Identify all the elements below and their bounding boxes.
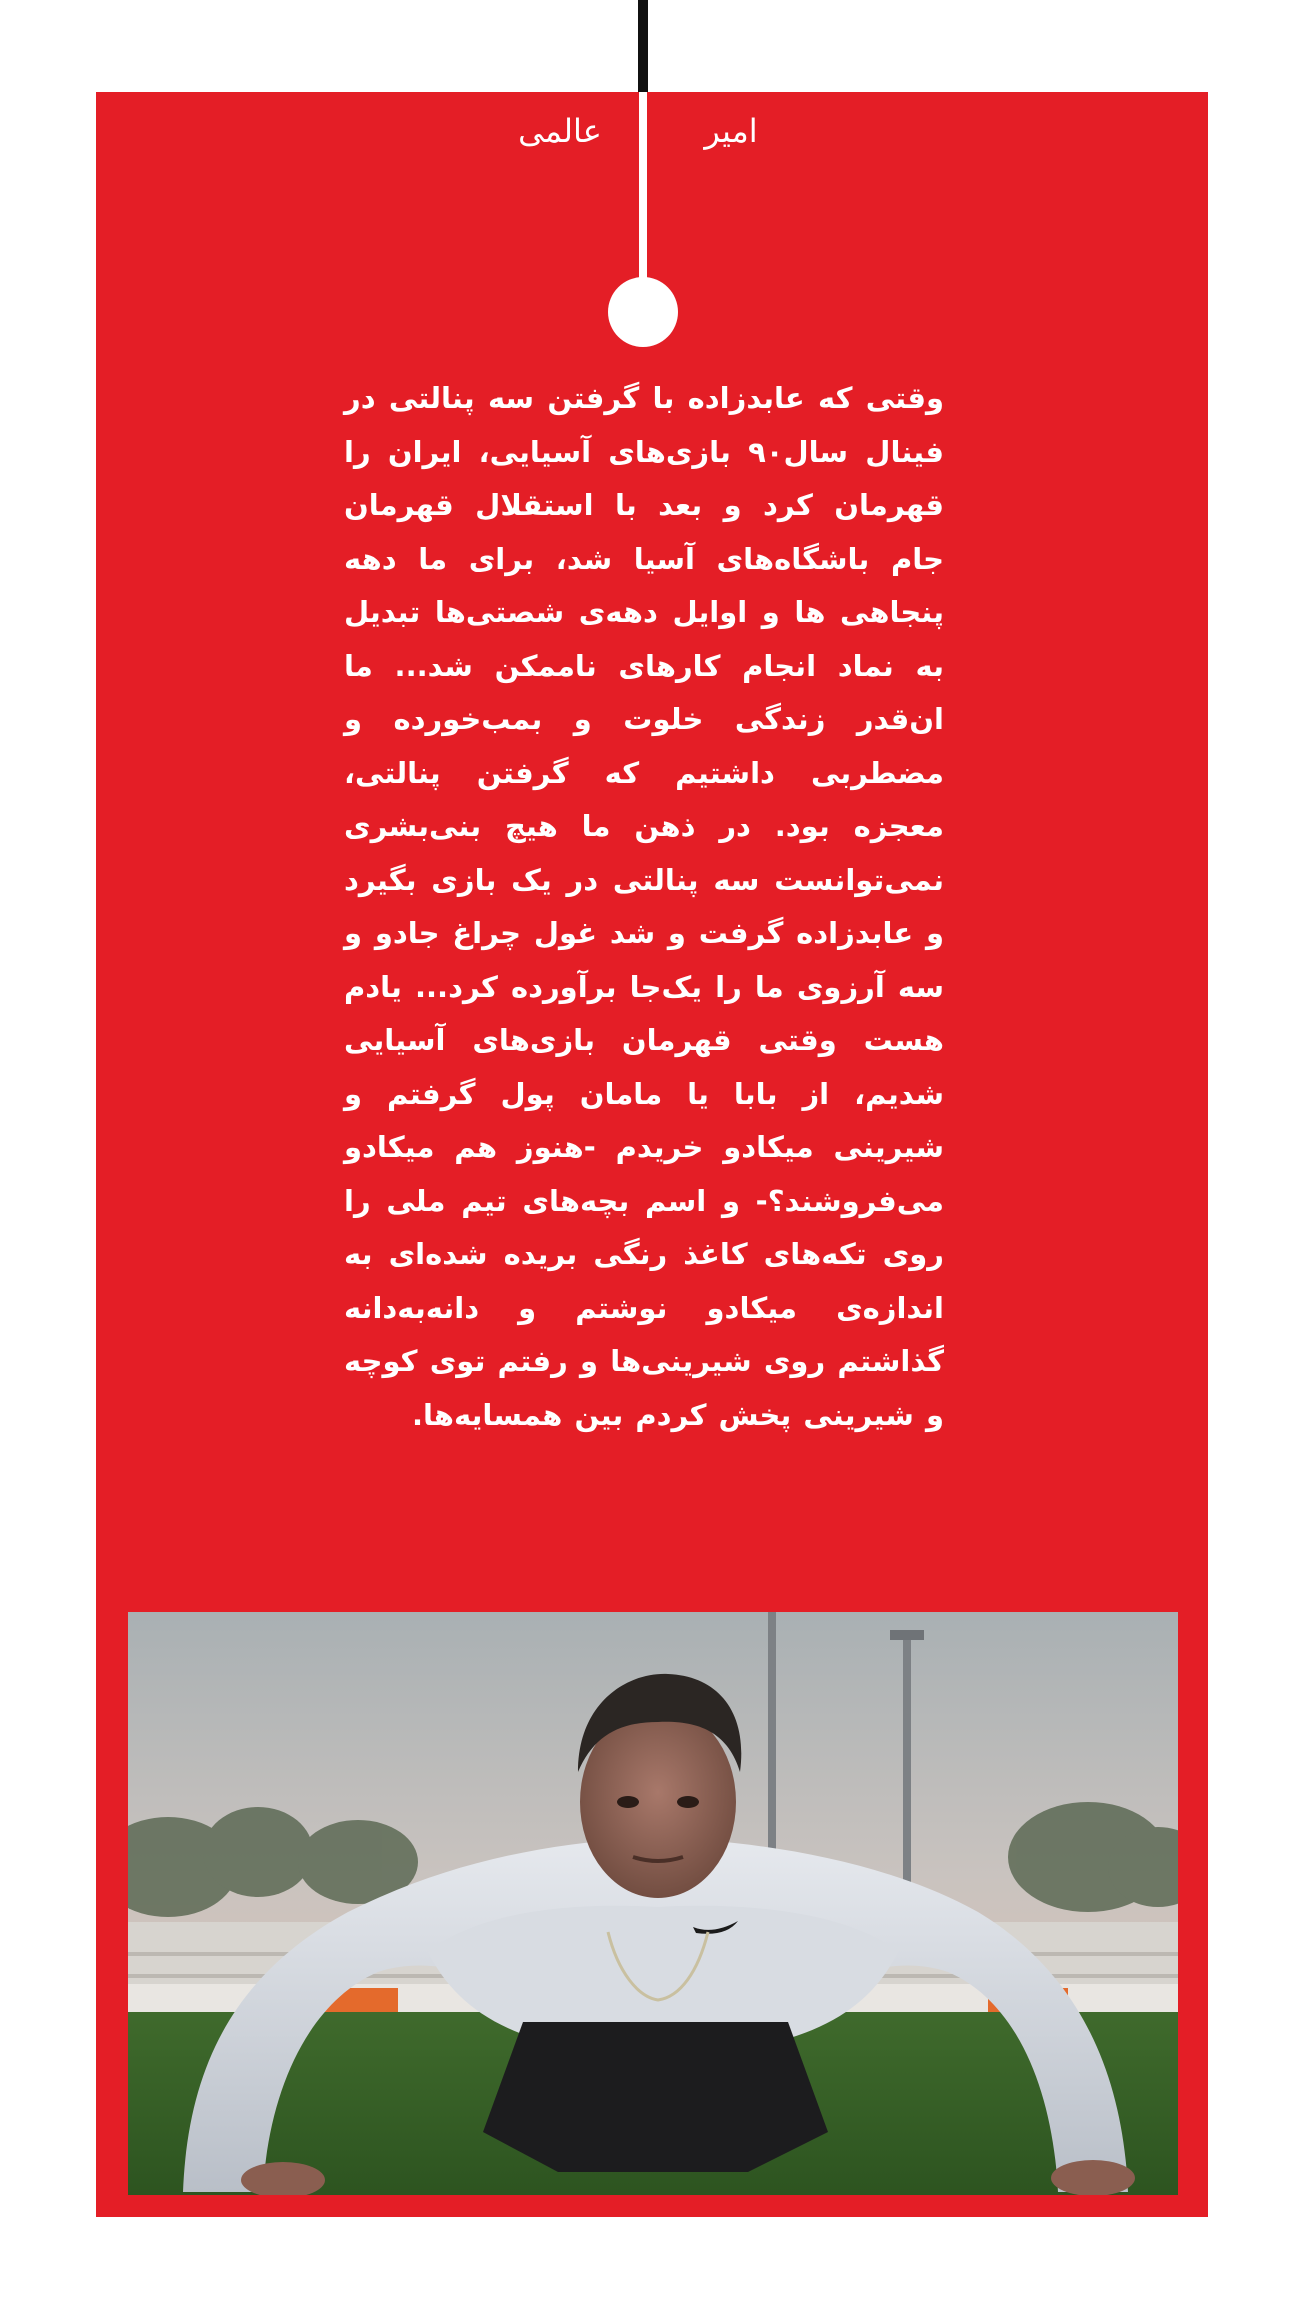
hanging-string-top xyxy=(638,0,648,92)
player-photo xyxy=(128,1612,1178,2195)
author-last-name: عالمی xyxy=(518,112,602,150)
floodlight-pole-2 xyxy=(903,1632,911,1922)
article-body: وقتی که عابدزاده با گرفتن سه پنالتی در فینال سال۹۰ بازی‌های آسیایی، ایران را قهرمان کرد و بعد با استقلال قهرمان جام باشگاه‌های آسیا شد، برای ما دهه پنجاهی ها و اوایل دهه‌ی شصتی‌ها تبدیل به نماد انجام کارهای ناممکن شد... ما ان‌قدر زندگی خلوت و بمب‌خورده و مضطربی داشتیم که گرفتن پنالتی، معجزه بود. در ذهن ما هیچ بنی‌بشری نمی‌توانست سه پنالتی در یک بازی بگیرد و عابدزاده گرفت و شد غول چراغ جادو و سه آرزوی ما را یک‌جا برآورده کرد... یادم هست وقتی قهرمان بازی‌های آسیایی شدیم، از بابا یا مامان پول گرفتم و شیرینی میکادو خریدم -هنوز هم میکادو می‌فروشند؟- و اسم بچه‌های تیم ملی را روی تکه‌های کاغذ رنگی بریده شده‌ای به اندازه‌ی میکادو نوشتم و دانه‌به‌دانه گذاشتم روی شیرینی‌ها و رفتم توی کوچه و شیرینی پخش کردم بین همسایه‌ها. xyxy=(344,381,944,1432)
player-pushup-illustration xyxy=(128,1612,1178,2195)
tag-hole-circle xyxy=(608,277,678,347)
author-first-name: امیر xyxy=(704,112,758,150)
tag-string xyxy=(639,92,647,282)
